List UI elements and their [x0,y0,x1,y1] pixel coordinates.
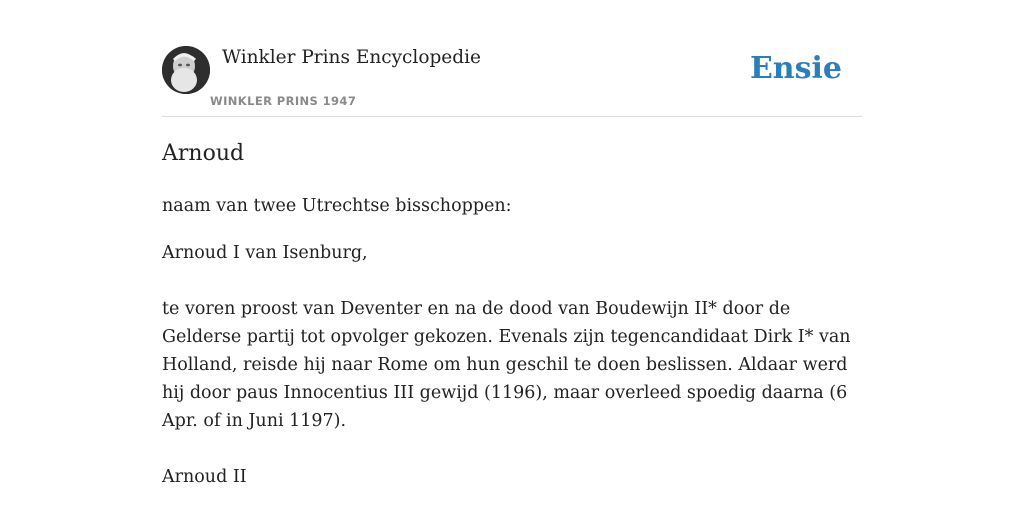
brand-logo-link[interactable]: Ensie [749,51,842,86]
site-subtitle[interactable]: WINKLER PRINS 1947 [210,94,357,108]
article-content [162,137,862,491]
article-title: Arnoud [162,141,245,166]
entry-body-1: te voren proost van Deventer en na de dood van Boudewijn II* door de Gelderse partij tot opvolger gekozen. Evenals zijn tegencandidaat Dirk I* van Holland, reisde hij naar Rome om hun geschil te doen beslissen. Aldaar werd hij door paus Innocentius III gewijd (1196), maar overleed spoedig daarna (6 Apr. of in Juni 1197). [162,299,851,431]
entry-heading-2: Arnoud II [162,467,247,487]
entry-heading-1: Arnoud I van Isenburg, [162,243,368,263]
site-title[interactable]: Winkler Prins Encyclopedie [222,47,481,68]
portrait-avatar-icon[interactable] [162,46,210,94]
site-header [162,40,862,117]
article-intro: naam van twee Utrechtse bisschoppen: [162,196,512,216]
